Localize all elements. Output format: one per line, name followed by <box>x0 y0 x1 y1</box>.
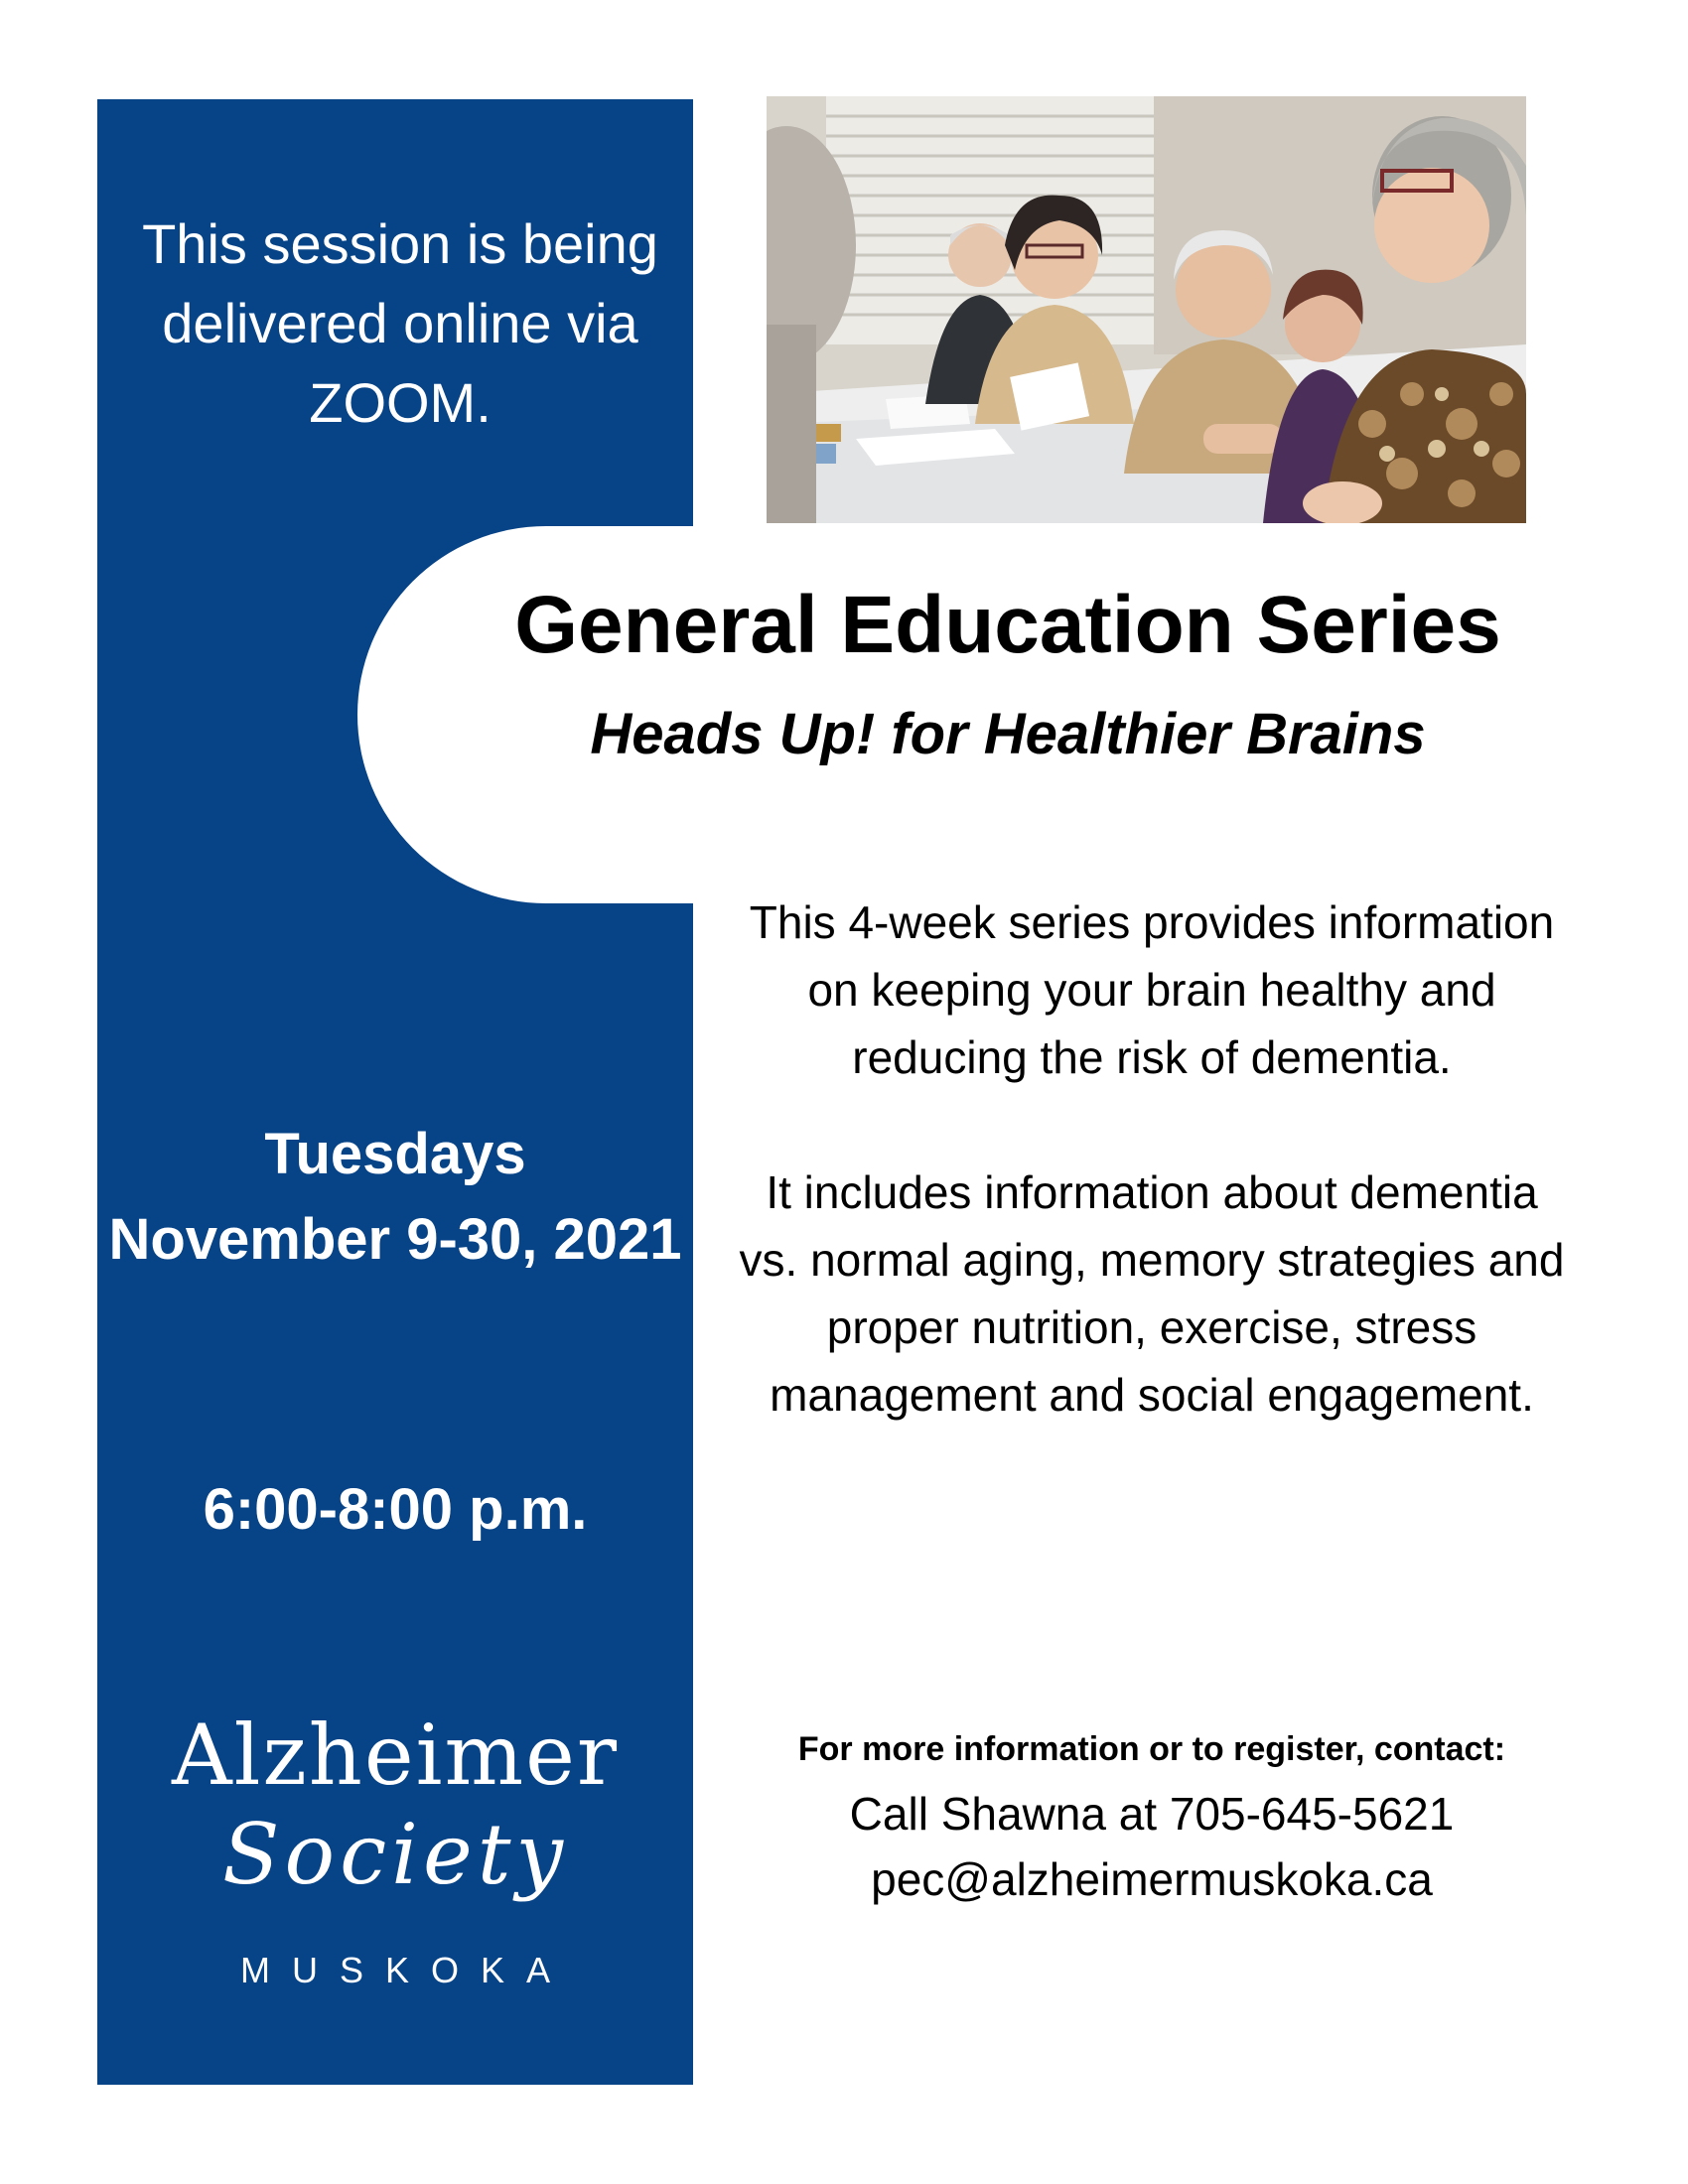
series-description <box>735 888 1569 1429</box>
description-paragraph-1: This 4-week series provides information on keeping your brain healthy and reducing the risk of dementia. <box>749 896 1555 1083</box>
schedule-dates: November 9-30, 2021 <box>108 1207 682 1272</box>
logo-muskoka: MUSKOKA <box>239 1950 573 1990</box>
schedule-time: 6:00-8:00 p.m. <box>203 1477 588 1542</box>
description-paragraph-2: It includes information about dementia vs. normal aging, memory strategies and proper nutrition, exercise, stress management and social engagement. <box>739 1166 1565 1421</box>
logo-alzheimer: Alzheimer <box>172 1706 619 1804</box>
contact-heading: For more information or to register, contact: <box>797 1730 1506 1768</box>
contact-email: pec@alzheimermuskoka.ca <box>871 1853 1433 1905</box>
group-photo <box>767 96 1526 523</box>
logo-society: Society <box>222 1806 568 1903</box>
page-title: General Education Series <box>514 580 1501 670</box>
contact-phone: Call Shawna at 705-645-5621 <box>849 1788 1455 1840</box>
session-note: This session is being delivered online via ZOOM. <box>142 212 658 434</box>
page-subtitle: Heads Up! for Healthier Brains <box>590 702 1426 766</box>
schedule-days: Tuesdays <box>264 1122 526 1186</box>
